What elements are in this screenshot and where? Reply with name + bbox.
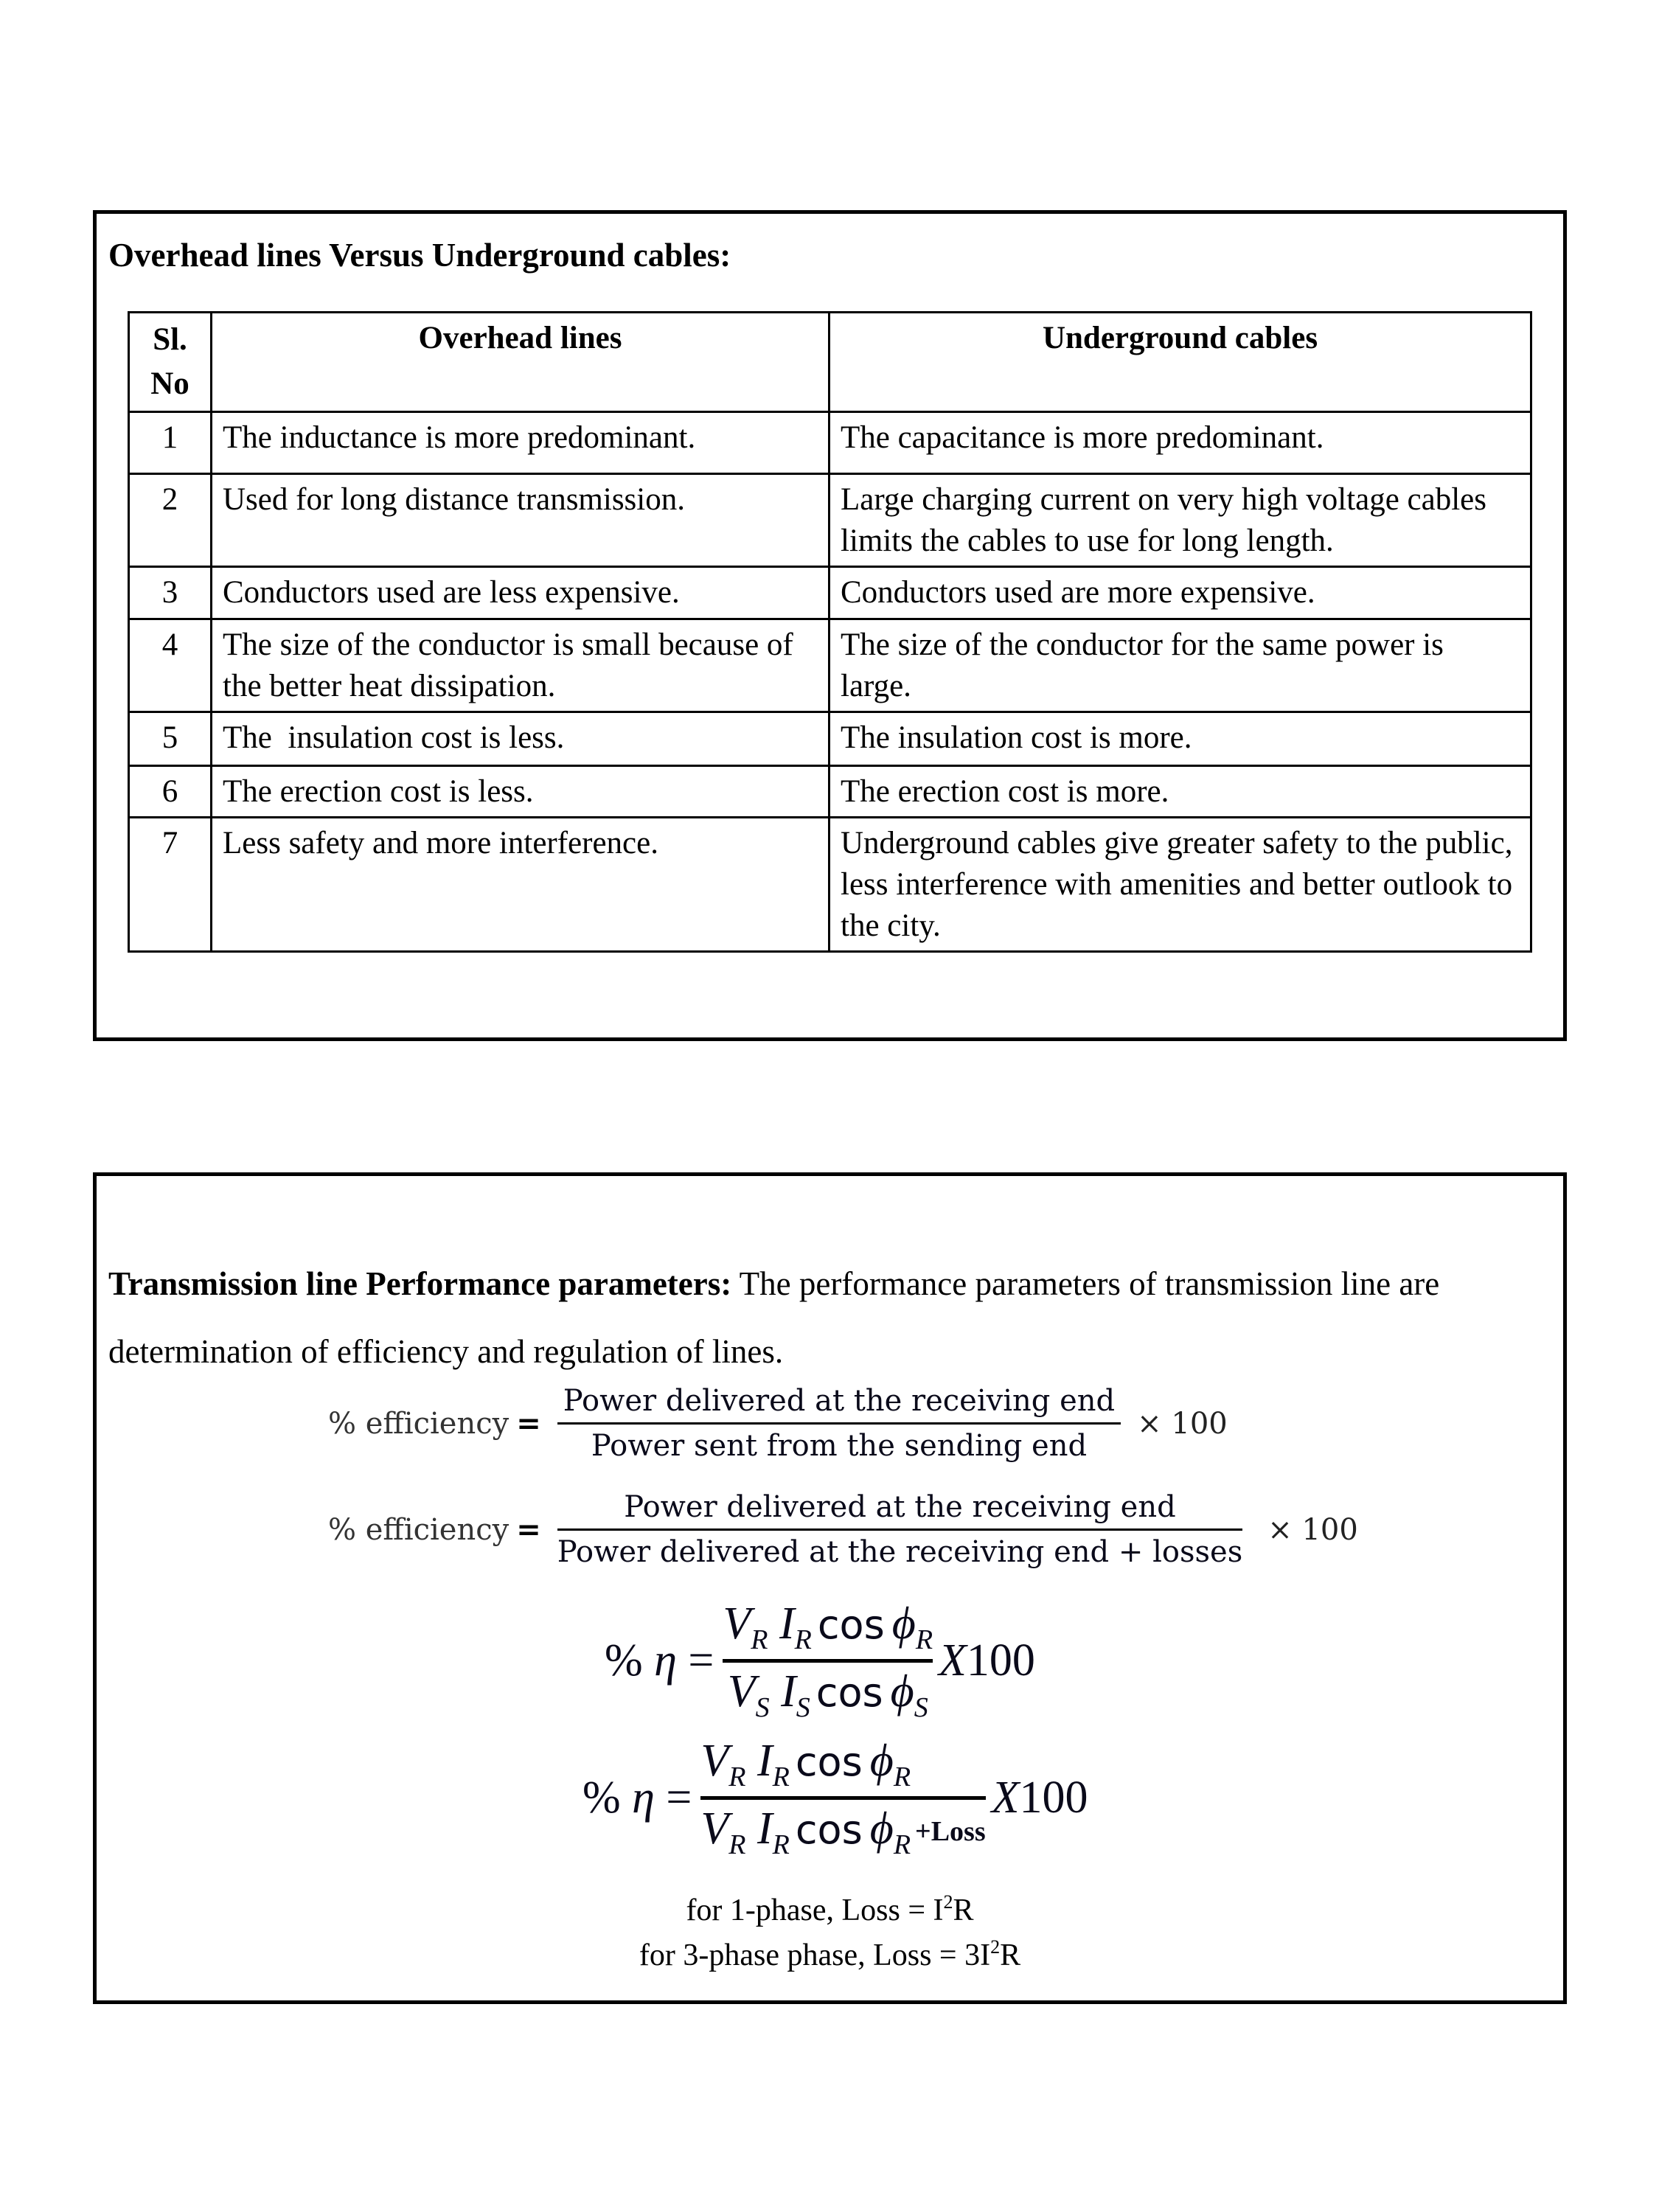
multiplier-value: 100 bbox=[1019, 1773, 1088, 1823]
table-row bbox=[129, 567, 1531, 619]
intro-paragraph bbox=[108, 1250, 1554, 1385]
header-underground-cables: Underground cables bbox=[830, 313, 1531, 412]
note-text: for 3-phase phase, Loss = 3I bbox=[639, 1938, 991, 1972]
voltage-symbol: V bbox=[727, 1666, 756, 1717]
comparison-table bbox=[128, 311, 1532, 953]
numerator: Power delivered at the receiving end bbox=[624, 1490, 1176, 1524]
fraction bbox=[723, 1598, 933, 1724]
fraction-bar bbox=[723, 1659, 933, 1663]
lhs-label: % efficiency bbox=[328, 1513, 509, 1547]
header-overhead-lines: Overhead lines bbox=[212, 313, 830, 412]
current-symbol: I bbox=[779, 1599, 795, 1649]
note-text: for 1-phase, Loss = I bbox=[686, 1893, 944, 1927]
intro-text: The performance parameters of transmission line are determination of efficiency and regulation of lines. bbox=[108, 1265, 1440, 1370]
fraction-bar bbox=[700, 1796, 985, 1800]
header-sl-line1: Sl. bbox=[153, 322, 187, 357]
numerator: Power delivered at the receiving end bbox=[563, 1384, 1116, 1418]
fraction bbox=[557, 1384, 1121, 1463]
table-row bbox=[129, 474, 1531, 567]
voltage-symbol: V bbox=[723, 1599, 751, 1649]
phi-symbol: ϕ bbox=[869, 1804, 894, 1854]
fraction bbox=[700, 1735, 985, 1861]
multiply-x: X bbox=[939, 1635, 967, 1686]
formula-lhs bbox=[328, 1512, 541, 1547]
subscript: R bbox=[728, 1761, 746, 1792]
table-row bbox=[129, 766, 1531, 818]
subscript: R bbox=[751, 1624, 768, 1655]
multiplier bbox=[939, 1635, 1035, 1687]
superscript: 2 bbox=[943, 1891, 953, 1913]
subscript: S bbox=[914, 1692, 928, 1723]
subscript: R bbox=[915, 1624, 933, 1655]
phi-symbol: ϕ bbox=[869, 1736, 894, 1786]
voltage-symbol: V bbox=[700, 1736, 729, 1786]
cell-overhead: The inductance is more predominant. bbox=[212, 412, 830, 474]
cell-underground: The erection cost is more. bbox=[830, 766, 1531, 818]
current-symbol: I bbox=[757, 1736, 773, 1786]
loss-term: +Loss bbox=[915, 1816, 986, 1847]
table-row bbox=[129, 818, 1531, 952]
formula-lhs bbox=[582, 1772, 692, 1824]
equals-sign: = bbox=[516, 1512, 541, 1547]
formula-lhs bbox=[328, 1406, 541, 1441]
denominator: Power delivered at the receiving end + losses bbox=[557, 1535, 1243, 1569]
cell-sl-no: 4 bbox=[129, 619, 212, 712]
table-row bbox=[129, 712, 1531, 766]
cell-overhead: Less safety and more interference. bbox=[212, 818, 830, 952]
eta-symbol: η bbox=[632, 1773, 655, 1823]
multiplier bbox=[992, 1772, 1088, 1824]
subscript: R bbox=[893, 1761, 911, 1792]
table-row bbox=[129, 412, 1531, 474]
subscript: S bbox=[796, 1692, 810, 1723]
cell-sl-no: 7 bbox=[129, 818, 212, 952]
superscript: 2 bbox=[990, 1936, 1001, 1958]
note-text: R bbox=[1000, 1938, 1021, 1972]
multiplier-value: 100 bbox=[966, 1635, 1035, 1686]
header-sl-line2: No bbox=[150, 366, 189, 401]
cell-underground: Conductors used are more expensive. bbox=[830, 567, 1531, 619]
cell-underground: The capacitance is more predominant. bbox=[830, 412, 1531, 474]
table-row bbox=[129, 619, 1531, 712]
efficiency-formula-2 bbox=[328, 1490, 1358, 1569]
cell-overhead: The insulation cost is less. bbox=[212, 712, 830, 766]
cell-overhead: Conductors used are less expensive. bbox=[212, 567, 830, 619]
cos-function: cos bbox=[795, 1739, 863, 1785]
subscript: R bbox=[772, 1829, 790, 1860]
percent-sign: % bbox=[582, 1773, 621, 1823]
equals-sign: = bbox=[666, 1773, 692, 1823]
efficiency-formula-1 bbox=[328, 1384, 1228, 1463]
cos-function: cos bbox=[815, 1669, 883, 1716]
voltage-symbol: V bbox=[700, 1804, 729, 1854]
cell-overhead: Used for long distance transmission. bbox=[212, 474, 830, 567]
note-text: R bbox=[953, 1893, 974, 1927]
cell-sl-no: 6 bbox=[129, 766, 212, 818]
current-symbol: I bbox=[781, 1666, 796, 1717]
cell-sl-no: 3 bbox=[129, 567, 212, 619]
denominator bbox=[700, 1803, 985, 1861]
cos-function: cos bbox=[817, 1601, 885, 1648]
intro-heading: Transmission line Performance parameters: bbox=[108, 1265, 732, 1302]
cell-sl-no: 2 bbox=[129, 474, 212, 567]
formula-lhs bbox=[605, 1635, 714, 1687]
phi-symbol: ϕ bbox=[890, 1666, 914, 1717]
loss-note-single-phase bbox=[97, 1891, 1563, 1928]
header-sl-no bbox=[129, 313, 212, 412]
eta-symbol: η bbox=[654, 1635, 677, 1686]
subscript: R bbox=[893, 1829, 911, 1860]
lhs-label: % efficiency bbox=[328, 1407, 509, 1441]
numerator bbox=[723, 1598, 933, 1656]
equals-sign: = bbox=[688, 1635, 714, 1686]
cell-overhead: The erection cost is less. bbox=[212, 766, 830, 818]
fraction-bar bbox=[557, 1528, 1242, 1531]
subscript: S bbox=[755, 1692, 770, 1723]
fraction-bar bbox=[557, 1422, 1121, 1425]
equals-sign: = bbox=[516, 1406, 541, 1441]
table-header-row bbox=[129, 313, 1531, 412]
cell-sl-no: 5 bbox=[129, 712, 212, 766]
cell-underground: The size of the conductor for the same power is large. bbox=[830, 619, 1531, 712]
cell-sl-no: 1 bbox=[129, 412, 212, 474]
denominator bbox=[728, 1666, 928, 1724]
fraction bbox=[557, 1490, 1242, 1569]
cell-overhead: The size of the conductor is small because of the better heat dissipation. bbox=[212, 619, 830, 712]
subscript: R bbox=[772, 1761, 790, 1792]
comparison-panel bbox=[93, 210, 1567, 1041]
percent-sign: % bbox=[605, 1635, 643, 1686]
cell-underground: Underground cables give greater safety to the public, less interference with amenities and better outlook to the city. bbox=[830, 818, 1531, 952]
cell-underground: The insulation cost is more. bbox=[830, 712, 1531, 766]
multiplier: × 100 bbox=[1267, 1512, 1358, 1547]
current-symbol: I bbox=[757, 1804, 773, 1854]
cos-function: cos bbox=[795, 1806, 863, 1853]
loss-note-three-phase bbox=[97, 1936, 1563, 1973]
subscript: R bbox=[728, 1829, 746, 1860]
subscript: R bbox=[794, 1624, 812, 1655]
multiply-x: X bbox=[991, 1773, 1020, 1823]
numerator bbox=[700, 1735, 911, 1793]
phi-symbol: ϕ bbox=[891, 1599, 916, 1649]
eta-formula-1 bbox=[605, 1598, 1035, 1724]
denominator: Power sent from the sending end bbox=[591, 1429, 1088, 1463]
eta-formula-2 bbox=[582, 1735, 1088, 1861]
cell-underground: Large charging current on very high voltage cables limits the cables to use for long length. bbox=[830, 474, 1531, 567]
multiplier: × 100 bbox=[1137, 1406, 1228, 1441]
performance-panel bbox=[93, 1172, 1567, 2004]
section-title-comparison: Overhead lines Versus Underground cables: bbox=[108, 237, 731, 274]
